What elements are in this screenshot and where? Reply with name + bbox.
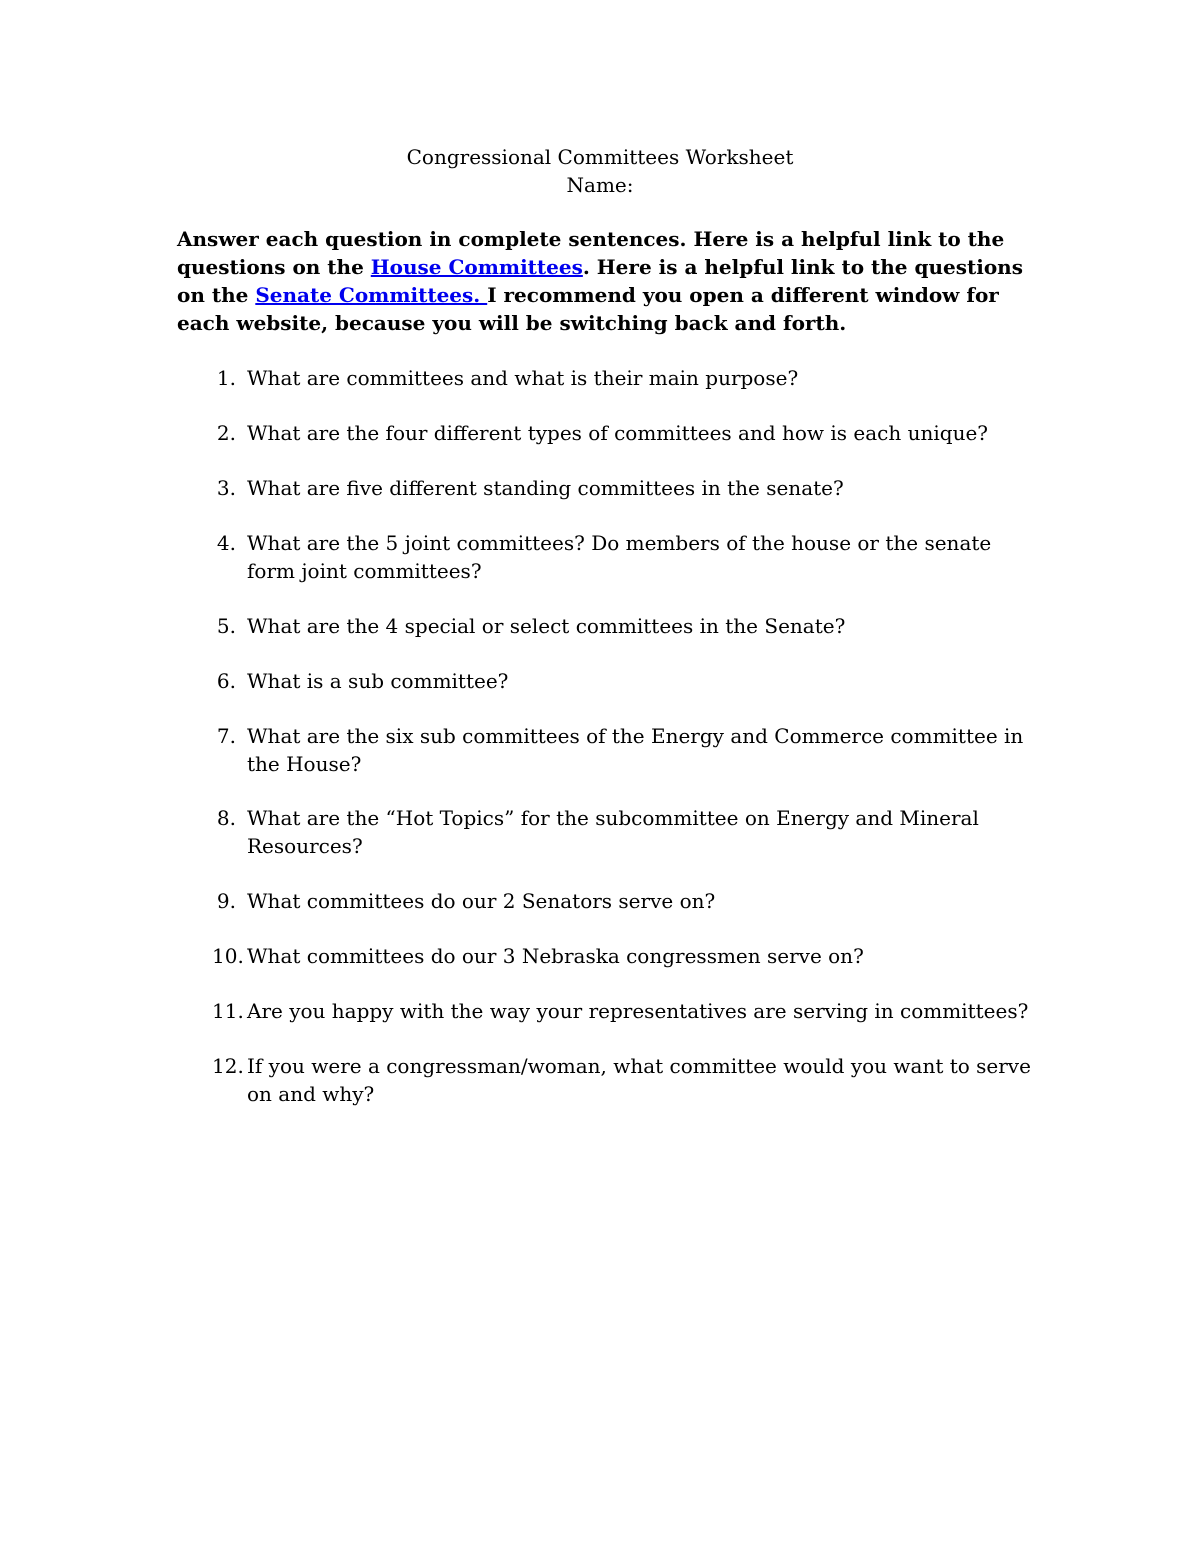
house-committees-link[interactable]: House Committees: [370, 255, 583, 279]
senate-committees-link[interactable]: Senate Committees.: [255, 283, 488, 307]
question-text: What are the six sub committees of the Energy and Commerce committee in the House?: [247, 724, 1024, 776]
question-text: What are five different standing committees in the senate?: [247, 476, 844, 500]
question-text: What are the four different types of committees and how is each unique?: [247, 421, 989, 445]
question-text: What is a sub committee?: [247, 669, 509, 693]
question-text: What are committees and what is their main purpose?: [247, 366, 799, 390]
question-number: 7.: [216, 724, 236, 748]
page-title: Congressional Committees Worksheet: [406, 145, 794, 169]
question-number: 9.: [216, 889, 236, 913]
question-text: Are you happy with the way your representatives are serving in committees?: [247, 999, 1029, 1023]
question-text: What are the 4 special or select committees in the Senate?: [247, 614, 846, 638]
name-label: Name:: [566, 173, 634, 197]
question-text: What committees do our 3 Nebraska congressmen serve on?: [247, 944, 864, 968]
question-number: 11.: [212, 999, 244, 1023]
question-text: If you were a congressman/woman, what committee would you want to serve on and why?: [247, 1054, 1031, 1106]
instructions-paragraph: [177, 225, 1037, 337]
question-number: 5.: [216, 614, 236, 638]
question-text: What are the “Hot Topics” for the subcommittee on Energy and Mineral Resources?: [247, 806, 979, 858]
intro-text-2: . Here is a helpful link to the questions on the: [177, 255, 1023, 307]
question-number: 4.: [216, 531, 236, 555]
intro-text-1: Answer each question in complete sentences. Here is a helpful link to the questions on the: [177, 227, 1005, 279]
question-text: What are the 5 joint committees? Do members of the house or the senate form joint committees?: [247, 531, 992, 583]
question-number: 8.: [216, 806, 236, 830]
question-number: 10.: [212, 944, 244, 968]
question-text: What committees do our 2 Senators serve on?: [247, 889, 716, 913]
intro-text-3: I recommend you open a different window for each website, because you will be switching back and forth.: [177, 283, 999, 335]
question-number: 6.: [216, 669, 236, 693]
question-number: 2.: [216, 421, 236, 445]
question-number: 12.: [212, 1054, 244, 1078]
question-number: 3.: [216, 476, 236, 500]
question-number: 1.: [216, 366, 236, 390]
